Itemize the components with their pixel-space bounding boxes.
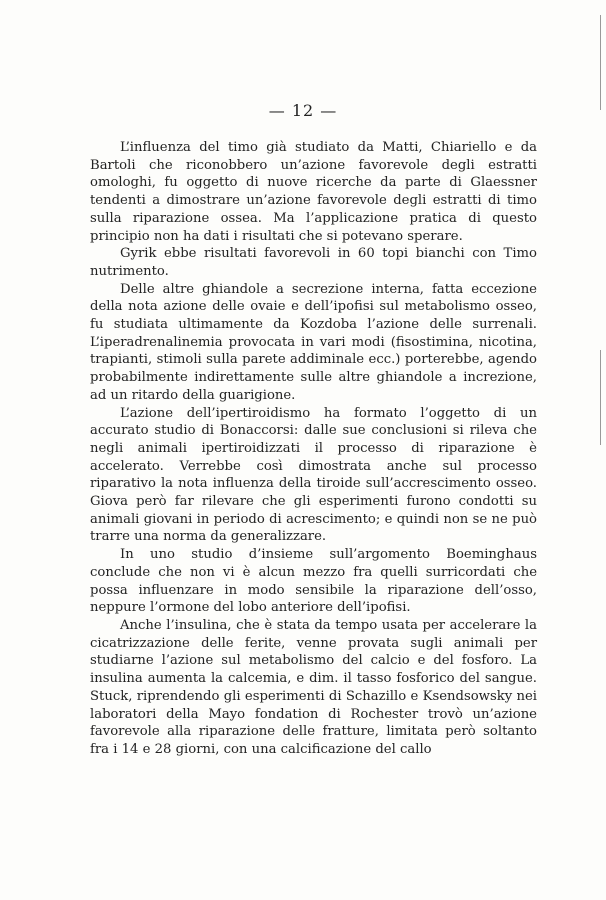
paragraph-gyrik: Gyrik ebbe risultati favorevoli in 60 topi bianchi con Timo nutrimento. (90, 246, 537, 279)
scan-edge-line (600, 350, 601, 445)
paragraph-timo: L’influenza del timo già studiato da Matti, Chiariello e da Bartoli che riconobbero un’azione favorevole degli estratti omologhi, fu oggetto di nuove ricerche da parte di Glaessner tendenti a dimostrare un’azione favorevole degli estratti di timo sulla riparazione ossea. Ma l’applicazione pratica di questo principio non ha dati i risultati che si potevano sperare. (90, 140, 537, 244)
paragraph-boeminghaus: In uno studio d’insieme sull’argomento Boeminghaus conclude che non vi è alcun mezzo fra quelli surricordati che possa influenzare in modo sensibile la riparazione dell’osso, neppure l’ormone del lobo anteriore dell’ipofisi. (90, 547, 537, 616)
scan-edge-line (600, 15, 601, 110)
paragraph-ghiandole: Delle altre ghiandole a secrezione interna, fatta eccezione della nota azione delle ovaie e dell’ipofisi sul metabolismo osseo, fu studiata ultimamente da Kozdoba l’azione delle surrenali. L’iperadrenalinemia provocata in vari modi (fisostimina, nicotina, trapianti, stimoli sulla parete addiminale ecc.) porterebbe, agendo probabilmente indirettamente sulle altre ghiandole a increzione, ad un ritardo della guarigione. (90, 281, 537, 403)
paragraph-ipertiroidismo: L’azione dell’ipertiroidismo ha formato l’oggetto di un accurato studio di Bonaccorsi: dalle sue conclusioni si rileva che negli animali ipertiroidizzati il processo di riparazione è accelerato. Verrebbe così dimostrata anche sul processo riparativo la nota influenza della tiroide sull’accrescimento osseo. Giova però far rilevare che gli esperimenti furono condotti su animali giovani in periodo di acrescimento; e quindi non se ne può trarre una norma da generalizzare. (90, 405, 537, 545)
paragraph-insulina: Anche l’insulina, che è stata da tempo usata per accelerare la cicatrizzazione delle ferite, venne provata sugli animali per studiarne l’azione sul metabolismo del calcio e del fosforo. La insulina aumenta la calcemia, e dim. il tasso fosforico del sangue. Stuck, riprendendo gli esperimenti di Schazillo e Ksendsowsky nei laboratori della Mayo fondation di Rochester trovò un’azione favorevole alla riparazione delle fratture, limitata però soltanto fra i 14 e 28 giorni, con una calcificazione del callo (90, 617, 537, 757)
page-number: — 12 — (268, 101, 338, 120)
body-text (90, 139, 537, 759)
